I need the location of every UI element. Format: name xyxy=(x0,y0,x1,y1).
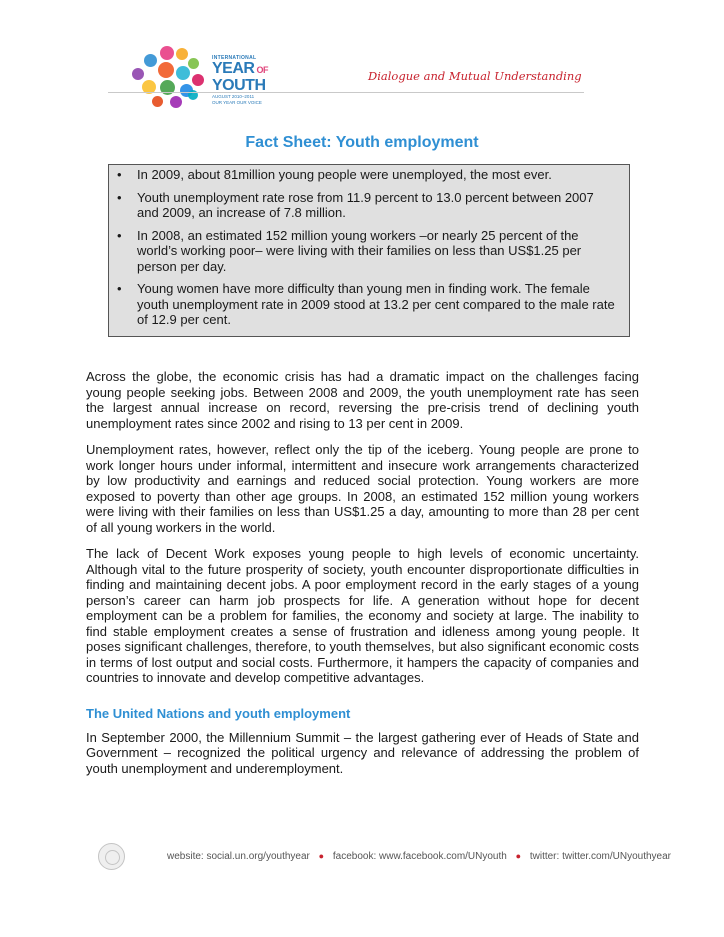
logo-dot xyxy=(158,62,174,78)
fact-item: • Young women have more difficulty than young men in finding work. The female youth unemployment rate in 2009 stood at 13.2 per cent compared to the male rate of 12.9 per cent. xyxy=(137,281,619,328)
year-of-youth-logo-graphic xyxy=(130,44,212,110)
footer-separator: ● xyxy=(318,851,325,861)
logo-dot xyxy=(188,58,199,69)
page-footer xyxy=(0,843,724,873)
footer-twitter-link[interactable]: twitter: twitter.com/UNyouthyear xyxy=(529,851,671,862)
body-paragraph: Across the globe, the economic crisis has had a dramatic impact on the challenges facing young people seeking jobs. Between 2008 and 2009, the youth unemployment rate has seen the largest annual increase on record, reversing the pre-crisis trend of declining youth unemployment rates since 2002 and rising to 13 per cent in 2009. xyxy=(86,369,639,431)
body-paragraph: Unemployment rates, however, reflect only the tip of the iceberg. Young people are prone to work longer hours under informal, intermittent and insecure work arrangements characterized by low productivity and earnings and reduced social protection. Young workers are more exposed to poverty than other age groups. In 2008, an estimated 152 million young workers were living with their families on less than US$1.25 a day, amounting to more than 28 per cent of all young workers in the world. xyxy=(86,442,639,535)
fact-box xyxy=(108,164,630,337)
logo-line-youth: YOUTH xyxy=(212,77,266,94)
page-header xyxy=(0,0,724,118)
logo-of: OF xyxy=(256,65,268,75)
logo-dates: AUGUST 2010–2011 xyxy=(212,94,255,99)
body-text xyxy=(86,369,639,787)
fact-list xyxy=(109,165,629,328)
logo-dot xyxy=(176,66,190,80)
header-divider xyxy=(108,92,584,93)
logo-dot xyxy=(192,74,204,86)
footer-facebook-link[interactable]: facebook: www.facebook.com/UNyouth xyxy=(332,851,507,862)
logo-dot xyxy=(152,96,163,107)
logo-motto: OUR YEAR OUR VOICE xyxy=(212,100,262,105)
logo-line-international: INTERNATIONAL xyxy=(212,55,257,61)
logo-dot xyxy=(176,48,188,60)
section-heading: The United Nations and youth employment xyxy=(86,705,351,721)
logo-dot xyxy=(132,68,144,80)
logo-dot xyxy=(170,96,182,108)
fact-item: • In 2009, about 81million young people were unemployed, the most ever. xyxy=(137,167,619,183)
fact-item: • In 2008, an estimated 152 million young workers –or nearly 25 percent of the world’s working poor– were living with their families on less than US$1.25 per person per day. xyxy=(137,228,619,275)
logo-dot xyxy=(144,54,157,67)
logo-dot xyxy=(160,46,174,60)
footer-links xyxy=(167,851,671,862)
un-emblem-icon xyxy=(98,843,125,870)
body-paragraph: The lack of Decent Work exposes young people to high levels of economic uncertainty. Although vital to the future prosperity of society, youth encounter disproportionate difficulties in finding and maintaining decent jobs. A poor employment record in the early stages of a young person’s career can harm job prospects for life. A generation without hope for decent employment can be a problem for families, the economy and society at large. The inability to find stable employment creates a sense of frustration and idleness among young people. It poses significant challenges, therefore, to youth themselves, but also significant economic costs in terms of lost output and social costs. Furthermore, it hampers the capacity of companies and countries to innovate and develop competitive advantages. xyxy=(86,546,639,685)
footer-website-link[interactable]: website: social.un.org/youthyear xyxy=(167,851,310,862)
fact-item: • Youth unemployment rate rose from 11.9 percent to 13.0 percent between 2007 and 2009, an increase of 7.8 million. xyxy=(137,190,619,221)
logo-line-year: YEAR OF xyxy=(212,60,268,77)
header-tagline: Dialogue and Mutual Understanding xyxy=(368,69,582,83)
page-title: Fact Sheet: Youth employment xyxy=(245,134,479,151)
footer-separator: ● xyxy=(515,851,522,861)
section-paragraph: In September 2000, the Millennium Summit – the largest gathering ever of Heads of State and Government – recognized the political urgency and relevance of addressing the problem of youth unemployment and underemployment. xyxy=(86,729,639,776)
year-of-youth-logo xyxy=(212,55,282,105)
